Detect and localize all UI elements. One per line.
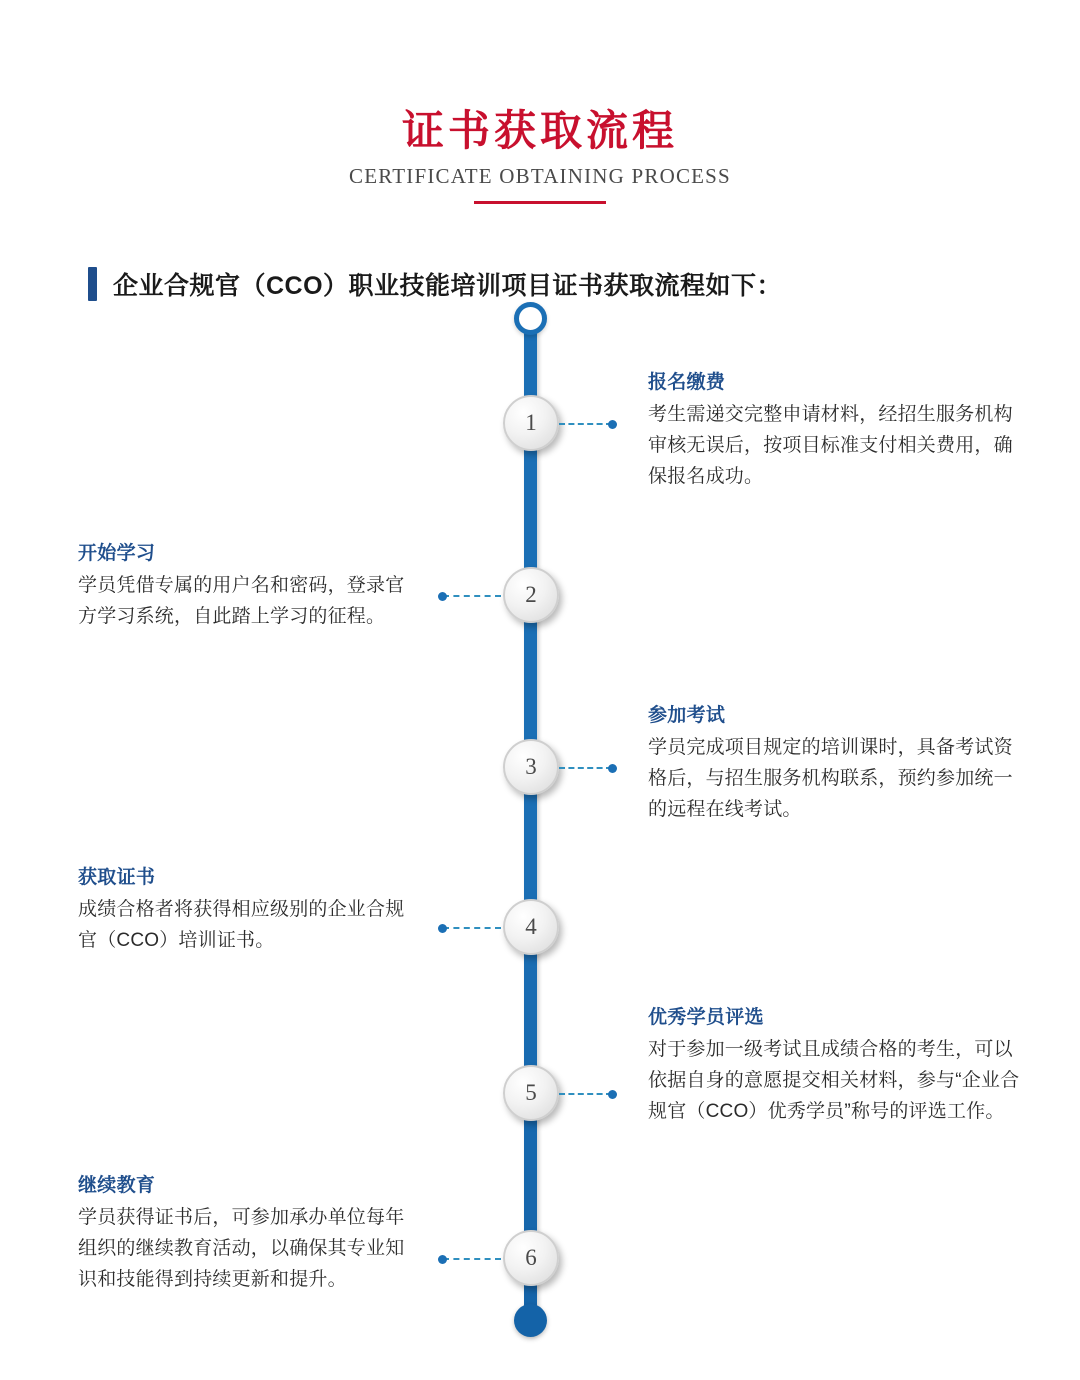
page-title: 证书获取流程 [401,107,678,154]
timeline-connector-dot-2-icon [438,592,447,601]
timeline-connector-1 [559,423,612,426]
certificate-process-timeline [0,302,1080,1337]
timeline-node-4 [503,899,559,955]
timeline-node-2 [503,567,559,623]
timeline-node-1 [503,395,559,451]
timeline-connector-dot-5-icon [608,1090,617,1099]
timeline-spine [524,314,537,1336]
timeline-start-marker-icon [514,302,547,335]
timeline-step-6-title: 继续教育 [78,1175,156,1197]
timeline-step-3 [648,700,1018,825]
timeline-step-2-body: 学员凭借专属的用户名和密码，登录官方学习系统，自此踏上学习的征程。 [78,575,405,627]
timeline-step-5 [648,1002,1028,1127]
timeline-step-4-body: 成绩合格者将获得相应级别的企业合规官（CCO）培训证书。 [78,899,405,951]
timeline-step-2-title: 开始学习 [78,543,156,565]
section-heading-label: 企业合规官（CCO）职业技能培训项目证书获取流程如下： [113,272,783,301]
title-underline-divider [474,201,606,204]
page-subtitle: CERTIFICATE OBTAINING PROCESS [349,164,731,189]
timeline-node-5-number: 5 [525,1080,537,1106]
timeline-node-4-number: 4 [525,914,537,940]
timeline-node-6 [503,1230,559,1286]
timeline-step-6 [78,1170,423,1295]
timeline-node-1-number: 1 [525,410,537,436]
timeline-connector-dot-1-icon [608,420,617,429]
timeline-connector-4 [443,927,501,930]
timeline-step-4 [78,862,423,957]
timeline-step-6-body: 学员获得证书后，可参加承办单位每年组织的继续教育活动，以确保其专业知识和技能得到持续更新和提升。 [78,1207,405,1290]
timeline-node-5 [503,1065,559,1121]
section-heading [88,266,1080,302]
timeline-connector-3 [559,767,612,770]
page-header [0,0,1080,204]
timeline-connector-dot-6-icon [438,1255,447,1264]
timeline-node-2-number: 2 [525,582,537,608]
timeline-connector-6 [443,1258,501,1261]
timeline-step-4-title: 获取证书 [78,867,156,889]
timeline-step-3-body: 学员完成项目规定的培训课时，具备考试资格后，与招生服务机构联系，预约参加统一的远程在线考试。 [648,737,1013,820]
timeline-node-3-number: 3 [525,754,537,780]
timeline-step-2 [78,538,423,633]
timeline-connector-2 [443,595,501,598]
timeline-connector-dot-4-icon [438,924,447,933]
timeline-node-3 [503,739,559,795]
timeline-step-5-body: 对于参加一级考试且成绩合格的考生，可以依据自身的意愿提交相关材料，参与“企业合规官（CCO）优秀学员”称号的评选工作。 [648,1039,1020,1122]
timeline-step-3-title: 参加考试 [648,705,726,727]
timeline-step-1 [648,367,1018,492]
timeline-connector-dot-3-icon [608,764,617,773]
timeline-connector-5 [559,1093,612,1096]
timeline-step-1-title: 报名缴费 [648,372,726,394]
timeline-step-1-body: 考生需递交完整申请材料，经招生服务机构审核无误后，按项目标准支付相关费用，确保报名成功。 [648,404,1013,487]
timeline-step-5-title: 优秀学员评选 [648,1007,764,1029]
section-accent-bar [88,267,97,301]
timeline-end-marker-icon [514,1304,547,1337]
timeline-node-6-number: 6 [525,1245,537,1271]
